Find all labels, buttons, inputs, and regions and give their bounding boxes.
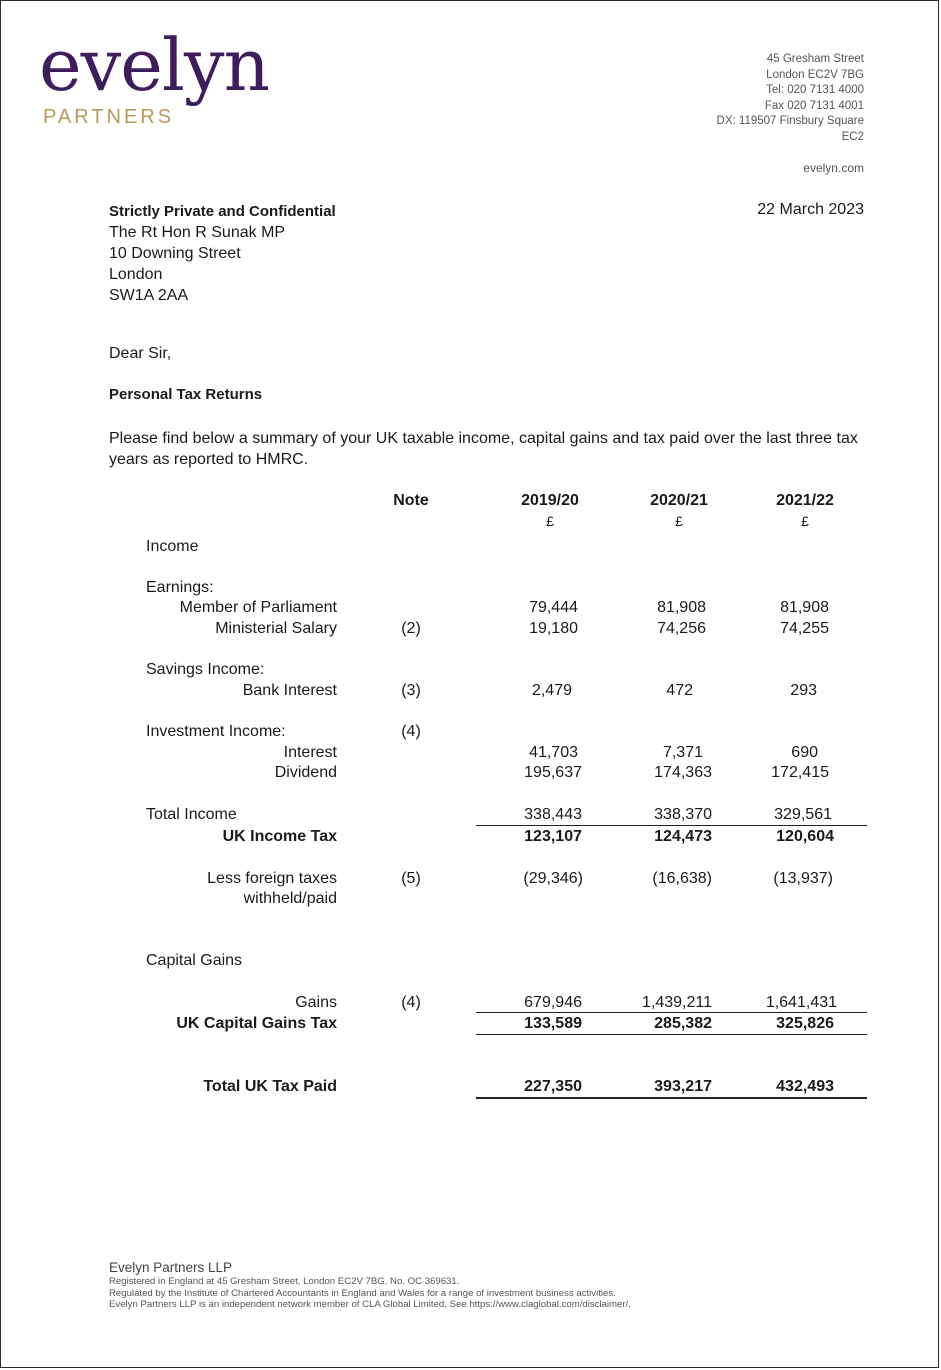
letter-footer	[109, 1259, 631, 1311]
year-header: 2021/22	[776, 492, 834, 509]
website-link[interactable]: evelyn.com	[803, 161, 864, 175]
logo-subtitle: PARTNERS	[43, 106, 175, 128]
cell-gains: 679,946	[524, 994, 582, 1011]
footer-line: Regulated by the Institute of Chartered Accountants in England and Wales for a range of investment business activities.	[109, 1287, 616, 1299]
recipient-line: SW1A 2AA	[109, 287, 189, 304]
cell-ministerial: 19,180	[529, 620, 578, 637]
cell-dividend: 172,415	[771, 764, 829, 781]
cell-total-uk-tax: 432,493	[776, 1078, 834, 1095]
letter-subject: Personal Tax Returns	[109, 386, 263, 403]
cell-uk-income-tax: 124,473	[654, 828, 712, 845]
section-heading-income: Income	[146, 538, 199, 555]
investment-label: Investment Income:	[146, 723, 286, 740]
note-ref: (4)	[401, 994, 421, 1011]
cell-gains: 1,641,431	[765, 994, 837, 1011]
savings-label: Savings Income:	[146, 661, 265, 678]
cell-bank-interest: 2,479	[531, 682, 572, 699]
cell-ministerial: 74,256	[657, 620, 706, 637]
address-line: EC2	[841, 130, 864, 143]
row-label-ministerial: Ministerial Salary	[215, 620, 337, 637]
row-label-dividend: Dividend	[274, 764, 337, 781]
cell-uk-income-tax: 120,604	[776, 828, 834, 845]
cell-total-income: 338,370	[654, 806, 712, 823]
cell-foreign-taxes: (29,346)	[523, 870, 583, 887]
row-label-gains: Gains	[295, 994, 337, 1011]
row-label-interest: Interest	[283, 744, 337, 761]
recipient-line: 10 Downing Street	[109, 245, 241, 262]
cell-ministerial: 74,255	[780, 620, 829, 637]
address-line: Fax 020 7131 4001	[764, 99, 864, 112]
note-header: Note	[393, 492, 429, 509]
address-line: DX: 119507 Finsbury Square	[716, 115, 864, 128]
cell-foreign-taxes: (16,638)	[652, 870, 712, 887]
cell-total-income: 329,561	[774, 806, 832, 823]
note-ref: (3)	[401, 682, 421, 699]
table-rule	[476, 1012, 867, 1013]
cell-total-income: 338,443	[524, 806, 582, 823]
row-label-mp: Member of Parliament	[179, 599, 337, 616]
company-logo	[39, 21, 289, 131]
cell-dividend: 195,637	[524, 764, 582, 781]
cell-mp: 79,444	[529, 599, 578, 616]
letter-date: 22 March 2023	[757, 201, 864, 218]
row-label-total-income: Total Income	[146, 806, 237, 823]
cell-foreign-taxes: (13,937)	[773, 870, 833, 887]
currency-symbol: £	[546, 513, 554, 529]
footer-line: Evelyn Partners LLP is an independent network member of CLA Global Limited. See https://www.claglobal.com/disclaimer/.	[109, 1299, 631, 1310]
address-line: London EC2V 7BG	[766, 68, 864, 81]
cell-interest: 690	[791, 744, 818, 761]
currency-symbol: £	[801, 513, 809, 529]
cell-interest: 41,703	[529, 744, 578, 761]
table-rule	[476, 825, 867, 826]
cell-interest: 7,371	[662, 744, 703, 761]
note-ref: (4)	[401, 723, 421, 740]
confidential-notice: Strictly Private and Confidential	[109, 203, 336, 220]
recipient-block	[109, 201, 336, 306]
footer-line: Registered in England at 45 Gresham Street, London EC2V 7BG. No. OC 369631.	[109, 1276, 460, 1287]
cell-mp: 81,908	[780, 599, 829, 616]
cell-uk-cgt: 285,382	[654, 1015, 712, 1032]
recipient-line: The Rt Hon R Sunak MP	[109, 224, 286, 241]
address-line: Tel: 020 7131 4000	[766, 84, 864, 97]
sender-address	[717, 52, 864, 146]
footer-firm-name: Evelyn Partners LLP	[109, 1260, 233, 1275]
row-label-bank-interest: Bank Interest	[242, 682, 337, 699]
cell-total-uk-tax: 393,217	[654, 1078, 712, 1095]
cell-bank-interest: 293	[790, 682, 817, 699]
row-label-foreign-taxes-cont: withheld/paid	[243, 890, 337, 907]
cell-mp: 81,908	[657, 599, 706, 616]
note-ref: (5)	[401, 870, 421, 887]
logo-wordmark: evelyn	[39, 23, 269, 107]
year-header: 2019/20	[521, 492, 579, 509]
cell-uk-cgt: 133,589	[524, 1015, 582, 1032]
section-heading-capital-gains: Capital Gains	[146, 952, 243, 969]
cell-gains: 1,439,211	[642, 994, 712, 1011]
earnings-label: Earnings:	[146, 579, 214, 596]
currency-symbol: £	[675, 513, 683, 529]
cell-total-uk-tax: 227,350	[524, 1078, 582, 1095]
cell-dividend: 174,363	[654, 764, 712, 781]
address-line: 45 Gresham Street	[766, 53, 864, 65]
intro-paragraph: Please find below a summary of your UK taxable income, capital gains and tax paid over the last three tax years as reported to HMRC.	[109, 430, 858, 468]
recipient-line: London	[109, 266, 163, 283]
row-label-uk-income-tax: UK Income Tax	[222, 828, 337, 845]
cell-uk-income-tax: 123,107	[524, 828, 582, 845]
note-ref: (2)	[401, 620, 421, 637]
cell-bank-interest: 472	[666, 682, 693, 699]
cell-uk-cgt: 325,826	[776, 1015, 834, 1032]
row-label-uk-cgt: UK Capital Gains Tax	[176, 1015, 337, 1032]
salutation: Dear Sir,	[109, 345, 172, 362]
row-label-total-uk-tax: Total UK Tax Paid	[203, 1078, 337, 1095]
row-label-foreign-taxes: Less foreign taxes	[207, 870, 337, 887]
year-header: 2020/21	[650, 492, 708, 509]
table-rule-total	[476, 1097, 867, 1099]
table-rule	[476, 1034, 867, 1035]
